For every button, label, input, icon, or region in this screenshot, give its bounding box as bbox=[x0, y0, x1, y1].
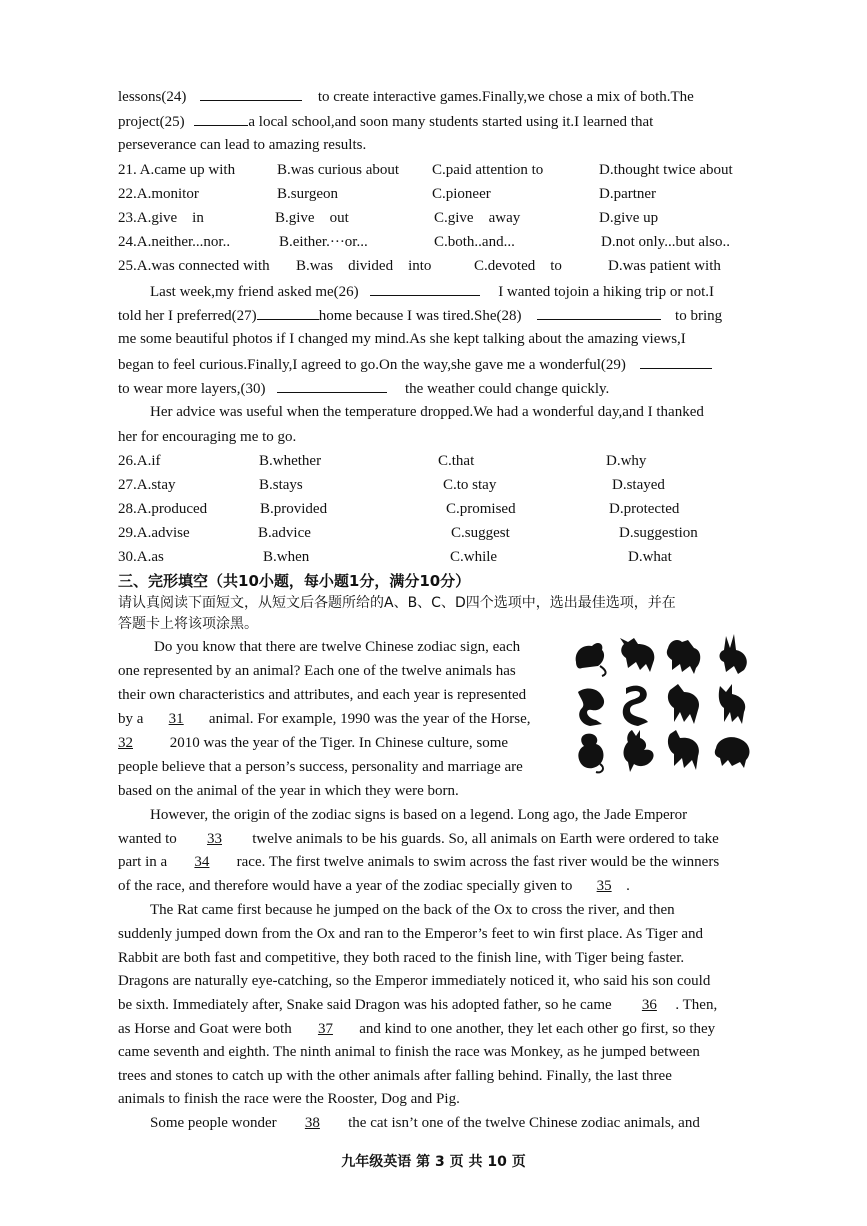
section-instruction-line2: 答题卡上将该项涂黑。 bbox=[118, 616, 258, 632]
option-27-b: B.stays bbox=[259, 477, 303, 493]
passage1-line1 bbox=[118, 86, 694, 107]
p1-line4 bbox=[118, 709, 531, 729]
option-30-a: 30.A.as bbox=[118, 549, 164, 565]
p4-line1 bbox=[150, 1113, 700, 1133]
option-25-c: C.devoted to bbox=[474, 258, 562, 274]
text: told her I preferred(27) bbox=[118, 308, 257, 324]
option-29-a: 29.A.advise bbox=[118, 525, 190, 541]
option-28-d: D.protected bbox=[609, 501, 680, 517]
text: of the race, and therefore would have a year of the zodiac specially given to bbox=[118, 878, 573, 894]
rabbit-icon bbox=[720, 634, 747, 674]
passage2-line5 bbox=[118, 378, 609, 399]
rat-icon bbox=[576, 643, 606, 676]
option-28-c: C.promised bbox=[446, 501, 516, 517]
option-24-b: B.either.···or... bbox=[279, 234, 368, 250]
p1-line7: based on the animal of the year in which they were born. bbox=[118, 783, 459, 799]
blank-28 bbox=[537, 305, 661, 320]
dog-icon bbox=[668, 730, 699, 770]
p3-line4: Dragons are naturally eye-catching, so the Emperor immediately noticed it, who said his son could bbox=[118, 973, 711, 989]
option-23-d: D.give up bbox=[599, 210, 659, 226]
text: as Horse and Goat were both bbox=[118, 1021, 292, 1037]
text: home because I was tired.She(28) bbox=[318, 308, 522, 324]
pig-icon bbox=[715, 737, 750, 768]
p2-line4: of the race, and therefore would have a year of the zodiac specially given to 35 . bbox=[118, 878, 630, 894]
blank-25 bbox=[194, 111, 248, 126]
option-28-a: 28.A.produced bbox=[118, 501, 208, 517]
option-27-a: 27.A.stay bbox=[118, 477, 176, 493]
option-28-b: B.provided bbox=[260, 501, 328, 517]
horse-icon bbox=[668, 684, 699, 724]
option-21-d: D.thought twice about bbox=[599, 162, 733, 178]
p3-line3: Rabbit are both fast and competitive, they both raced to the finish line, with Tiger being faster. bbox=[118, 950, 685, 966]
p2-line2 bbox=[118, 829, 719, 849]
blank-30 bbox=[277, 378, 387, 393]
p3-line7: came seventh and eighth. The ninth animal to finish the race was Monkey, as he jumped between bbox=[118, 1044, 700, 1060]
p3-line8: trees and stones to catch up with the other animals after falling behind. Finally, the last three bbox=[118, 1068, 672, 1084]
text: to bring bbox=[675, 308, 723, 324]
blank-27 bbox=[257, 305, 319, 320]
option-22-b: B.surgeon bbox=[277, 186, 338, 202]
text: twelve animals to be his guards. So, all animals on Earth were ordered to take bbox=[252, 831, 719, 847]
blank-31: 31 bbox=[168, 711, 184, 727]
blank-34: 34 bbox=[194, 854, 210, 870]
text: to create interactive games.Finally,we chose a mix of both.The bbox=[317, 89, 694, 105]
text: animal. For example, 1990 was the year of the Horse, bbox=[208, 711, 531, 727]
blank-33: 33 bbox=[206, 831, 222, 847]
p1-line5 bbox=[118, 733, 508, 753]
monkey-icon bbox=[578, 734, 603, 773]
text: Some people wonder bbox=[150, 1115, 277, 1131]
option-24-d: D.not only...but also.. bbox=[601, 234, 731, 250]
option-23-c: C.give away bbox=[434, 210, 521, 226]
text: project(25) bbox=[118, 114, 185, 130]
text: I wanted tojoin a hiking trip or not.I bbox=[498, 284, 714, 300]
passage2-line3: me some beautiful photos if I changed my mind.As she kept talking about the amazing views,I bbox=[118, 331, 686, 347]
blank-24 bbox=[200, 86, 302, 101]
option-23-b: B.give out bbox=[275, 210, 349, 226]
passage2-line4 bbox=[118, 354, 712, 375]
p2-line1: However, the origin of the zodiac signs is based on a legend. Long ago, the Jade Emperor bbox=[150, 807, 688, 823]
blank-26 bbox=[370, 281, 480, 296]
p1-line6: people believe that a person’s success, personality and marriage are bbox=[118, 759, 523, 775]
rooster-icon bbox=[624, 730, 654, 772]
tiger-icon bbox=[667, 640, 700, 674]
page-footer: 九年级英语 第 3 页 共 10 页 bbox=[341, 1154, 526, 1170]
option-29-b: B.advice bbox=[258, 525, 311, 541]
option-22-c: C.pioneer bbox=[432, 186, 491, 202]
text: race. The first twelve animals to swim across the fast river would be the winners bbox=[236, 854, 720, 870]
p3-line6 bbox=[118, 1019, 715, 1039]
option-22-a: 22.A.monitor bbox=[118, 186, 199, 202]
option-26-c: C.that bbox=[438, 453, 475, 469]
option-30-b: B.when bbox=[263, 549, 310, 565]
blank-29 bbox=[640, 354, 712, 369]
p1-line2: one represented by an animal? Each one of the twelve animals has bbox=[118, 663, 516, 679]
text: . Then, bbox=[675, 997, 718, 1013]
zodiac-animals-illustration bbox=[568, 632, 756, 778]
option-21-c: C.paid attention to bbox=[432, 162, 544, 178]
text: Last week,my friend asked me(26) bbox=[150, 284, 359, 300]
option-30-d: D.what bbox=[628, 549, 672, 565]
text: the weather could change quickly. bbox=[404, 381, 610, 397]
p1-line1: Do you know that there are twelve Chinese zodiac sign, each bbox=[154, 639, 521, 655]
ox-icon bbox=[620, 638, 654, 672]
passage1-line2 bbox=[118, 111, 653, 132]
option-25-a: 25.A.was connected with bbox=[118, 258, 270, 274]
passage2-line2 bbox=[118, 305, 722, 326]
text: by a bbox=[118, 711, 144, 727]
text: be sixth. Immediately after, Snake said Dragon was his adopted father, so he came bbox=[118, 997, 612, 1013]
text: part in a bbox=[118, 854, 168, 870]
text: the cat isn’t one of the twelve Chinese zodiac animals, and bbox=[348, 1115, 700, 1131]
dragon-icon bbox=[578, 689, 604, 726]
option-26-d: D.why bbox=[606, 453, 647, 469]
passage2-line7: her for encouraging me to go. bbox=[118, 429, 297, 445]
p3-line2: suddenly jumped down from the Ox and ran to the Emperor’s feet to win first place. As Tiger and bbox=[118, 926, 704, 942]
p1-line3: their own characteristics and attributes, and each year is represented bbox=[118, 687, 527, 703]
option-27-d: D.stayed bbox=[612, 477, 665, 493]
passage2-line1 bbox=[150, 281, 714, 302]
p2-line3 bbox=[118, 852, 719, 872]
option-26-a: 26.A.if bbox=[118, 453, 161, 469]
option-21-a: 21. A.came up with bbox=[118, 162, 236, 178]
passage2-line6: Her advice was useful when the temperature dropped.We had a wonderful day,and I thanked bbox=[150, 404, 704, 420]
option-21-b: B.was curious about bbox=[277, 162, 400, 178]
text: 2010 was the year of the Tiger. In Chinese culture, some bbox=[169, 735, 509, 751]
option-24-a: 24.A.neither...nor.. bbox=[118, 234, 231, 250]
section-heading: 三、完形填空（共10小题，每小题1分，满分10分） bbox=[118, 572, 471, 590]
blank-32: 32 bbox=[118, 735, 133, 751]
text: wanted to bbox=[118, 831, 177, 847]
zodiac-animals-image bbox=[568, 632, 756, 778]
option-25-d: D.was patient with bbox=[608, 258, 721, 274]
text: lessons(24) bbox=[118, 89, 187, 105]
snake-icon bbox=[623, 686, 648, 726]
blank-36: 36 bbox=[641, 997, 657, 1013]
section-instruction-line1: 请认真阅读下面短文，从短文后各题所给的A、B、C、D四个选项中，选出最佳选项，并在 bbox=[118, 595, 676, 611]
option-22-d: D.partner bbox=[599, 186, 657, 202]
option-27-c: C.to stay bbox=[443, 477, 497, 493]
option-26-b: B.whether bbox=[259, 453, 322, 469]
text: to wear more layers,(30) bbox=[118, 381, 266, 397]
passage1-line3: perseverance can lead to amazing results. bbox=[118, 137, 367, 153]
option-23-a: 23.A.give in bbox=[118, 210, 204, 226]
blank-38: 38 bbox=[304, 1115, 320, 1131]
p3-line1: The Rat came first because he jumped on the back of the Ox to cross the river, and then bbox=[150, 902, 675, 918]
option-30-c: C.while bbox=[450, 549, 498, 565]
text: a local school,and soon many students started using it.I learned that bbox=[248, 114, 654, 130]
p3-line9: animals to finish the race were the Rooster, Dog and Pig. bbox=[118, 1091, 460, 1107]
option-29-c: C.suggest bbox=[451, 525, 510, 541]
text: began to feel curious.Finally,I agreed to go.On the way,she gave me a wonderful(29) bbox=[118, 357, 626, 373]
blank-35: 35 bbox=[596, 878, 612, 894]
text: and kind to one another, they let each other go first, so they bbox=[359, 1021, 716, 1037]
option-25-b: B.was divided into bbox=[296, 258, 432, 274]
p3-line5 bbox=[118, 995, 717, 1015]
option-24-c: C.both..and... bbox=[434, 234, 515, 250]
goat-icon bbox=[719, 684, 745, 724]
option-29-d: D.suggestion bbox=[619, 525, 698, 541]
blank-37: 37 bbox=[317, 1021, 333, 1037]
